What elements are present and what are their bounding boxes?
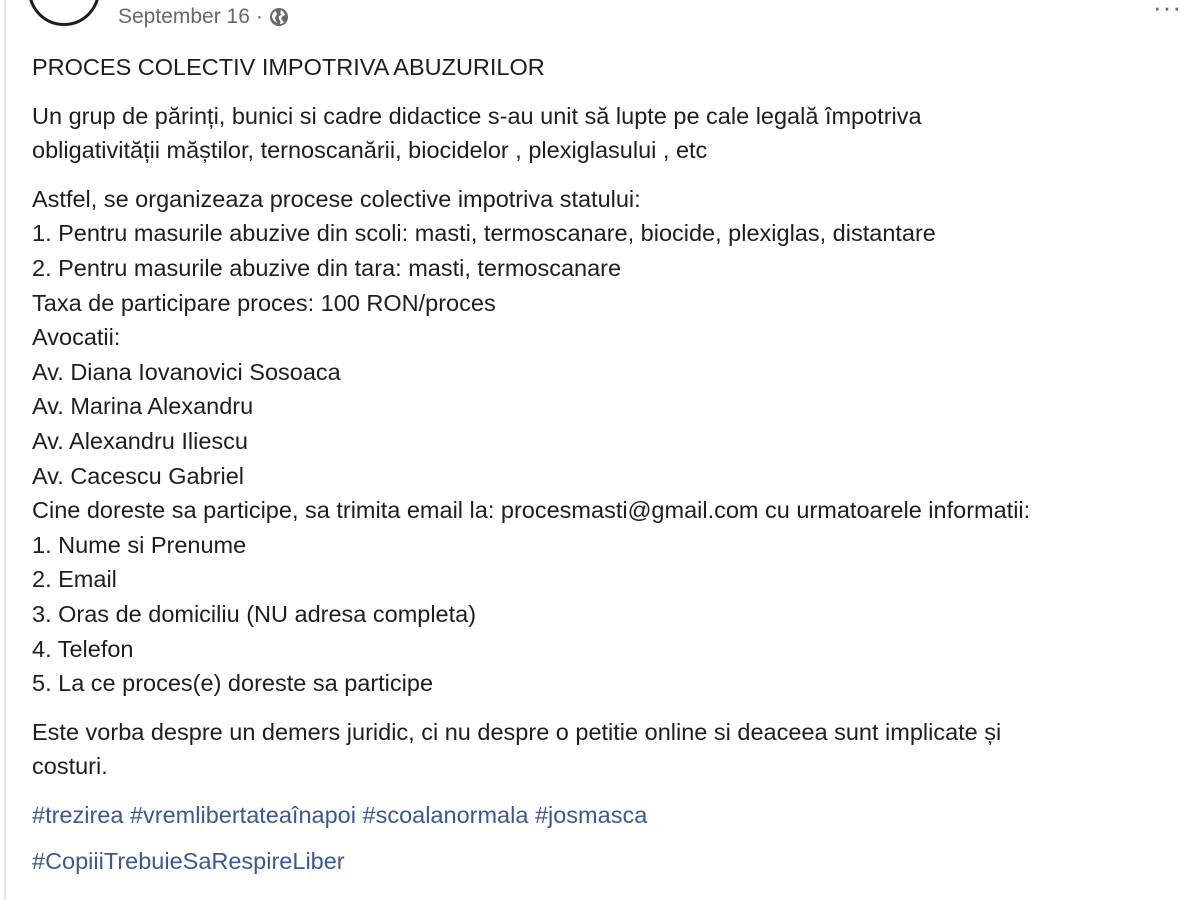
body-line: 2. Pentru masurile abuzive din tara: masti, termoscanare	[32, 254, 622, 281]
hashtag-link[interactable]: #vremlibertateaînapoi	[129, 801, 356, 828]
body-line: Av. Marina Alexandru	[32, 393, 254, 420]
post-border	[4, 0, 6, 900]
body-line: 3. Oras de domiciliu (NU adresa completa)	[32, 600, 477, 627]
hashtag-link[interactable]: #CopiiiTrebuieSaRespireLiber	[32, 848, 345, 875]
body-line: 5. La ce proces(e) doreste sa participe	[32, 670, 434, 697]
hashtag-link[interactable]: #josmasca	[534, 801, 648, 828]
closing-paragraph	[32, 715, 1182, 784]
post-title: PROCES COLECTIV IMPOTRIVA ABUZURILOR	[32, 54, 545, 80]
body-line: Av. Alexandru Iliescu	[32, 427, 248, 454]
body-line: Avocatii:	[32, 324, 121, 351]
body-line: Av. Diana Iovanovici Sosoaca	[32, 358, 341, 385]
body-line: 2. Email	[32, 566, 117, 593]
hashtag-link[interactable]: #scoalanormala	[362, 801, 529, 828]
closing-line: costuri.	[32, 753, 108, 780]
hashtag-row	[32, 844, 1182, 879]
post-content	[32, 50, 1182, 891]
body-line: Astfel, se organizeaza procese colective impotriva statului:	[32, 185, 641, 212]
intro-line: obligativității măștilor, ternoscanării, biocidelor , plexiglasului , etc	[32, 137, 708, 164]
post-meta	[118, 4, 289, 30]
hashtag-row	[32, 798, 1182, 833]
intro-line: Un grup de părinți, bunici si cadre didactice s-au unit să lupte pe cale legală împotriva	[32, 102, 922, 129]
hashtags	[32, 798, 1182, 879]
intro-paragraph	[32, 99, 1182, 168]
post-date[interactable]: September 16	[118, 5, 250, 28]
meta-separator: ·	[255, 5, 263, 28]
body-line: Av. Cacescu Gabriel	[32, 462, 245, 489]
hashtag-link[interactable]: #trezirea	[32, 801, 124, 828]
body-line: Cine doreste sa participe, sa trimita email la: procesmasti@gmail.com cu urmatoarele informatii:	[32, 497, 1031, 524]
body-line: 1. Nume si Prenume	[32, 531, 247, 558]
closing-line: Este vorba despre un demers juridic, ci nu despre o petitie online si deaceea sunt implicate și	[32, 718, 1002, 745]
body-paragraph	[32, 182, 1182, 701]
avatar[interactable]	[28, 0, 100, 26]
body-line: 1. Pentru masurile abuzive din scoli: masti, termoscanare, biocide, plexiglas, distantare	[32, 220, 936, 247]
body-line: 4. Telefon	[32, 635, 134, 662]
globe-icon[interactable]	[269, 7, 289, 27]
more-options-icon[interactable]: ···	[1153, 0, 1182, 22]
body-line: Taxa de participare proces: 100 RON/proces	[32, 289, 496, 316]
